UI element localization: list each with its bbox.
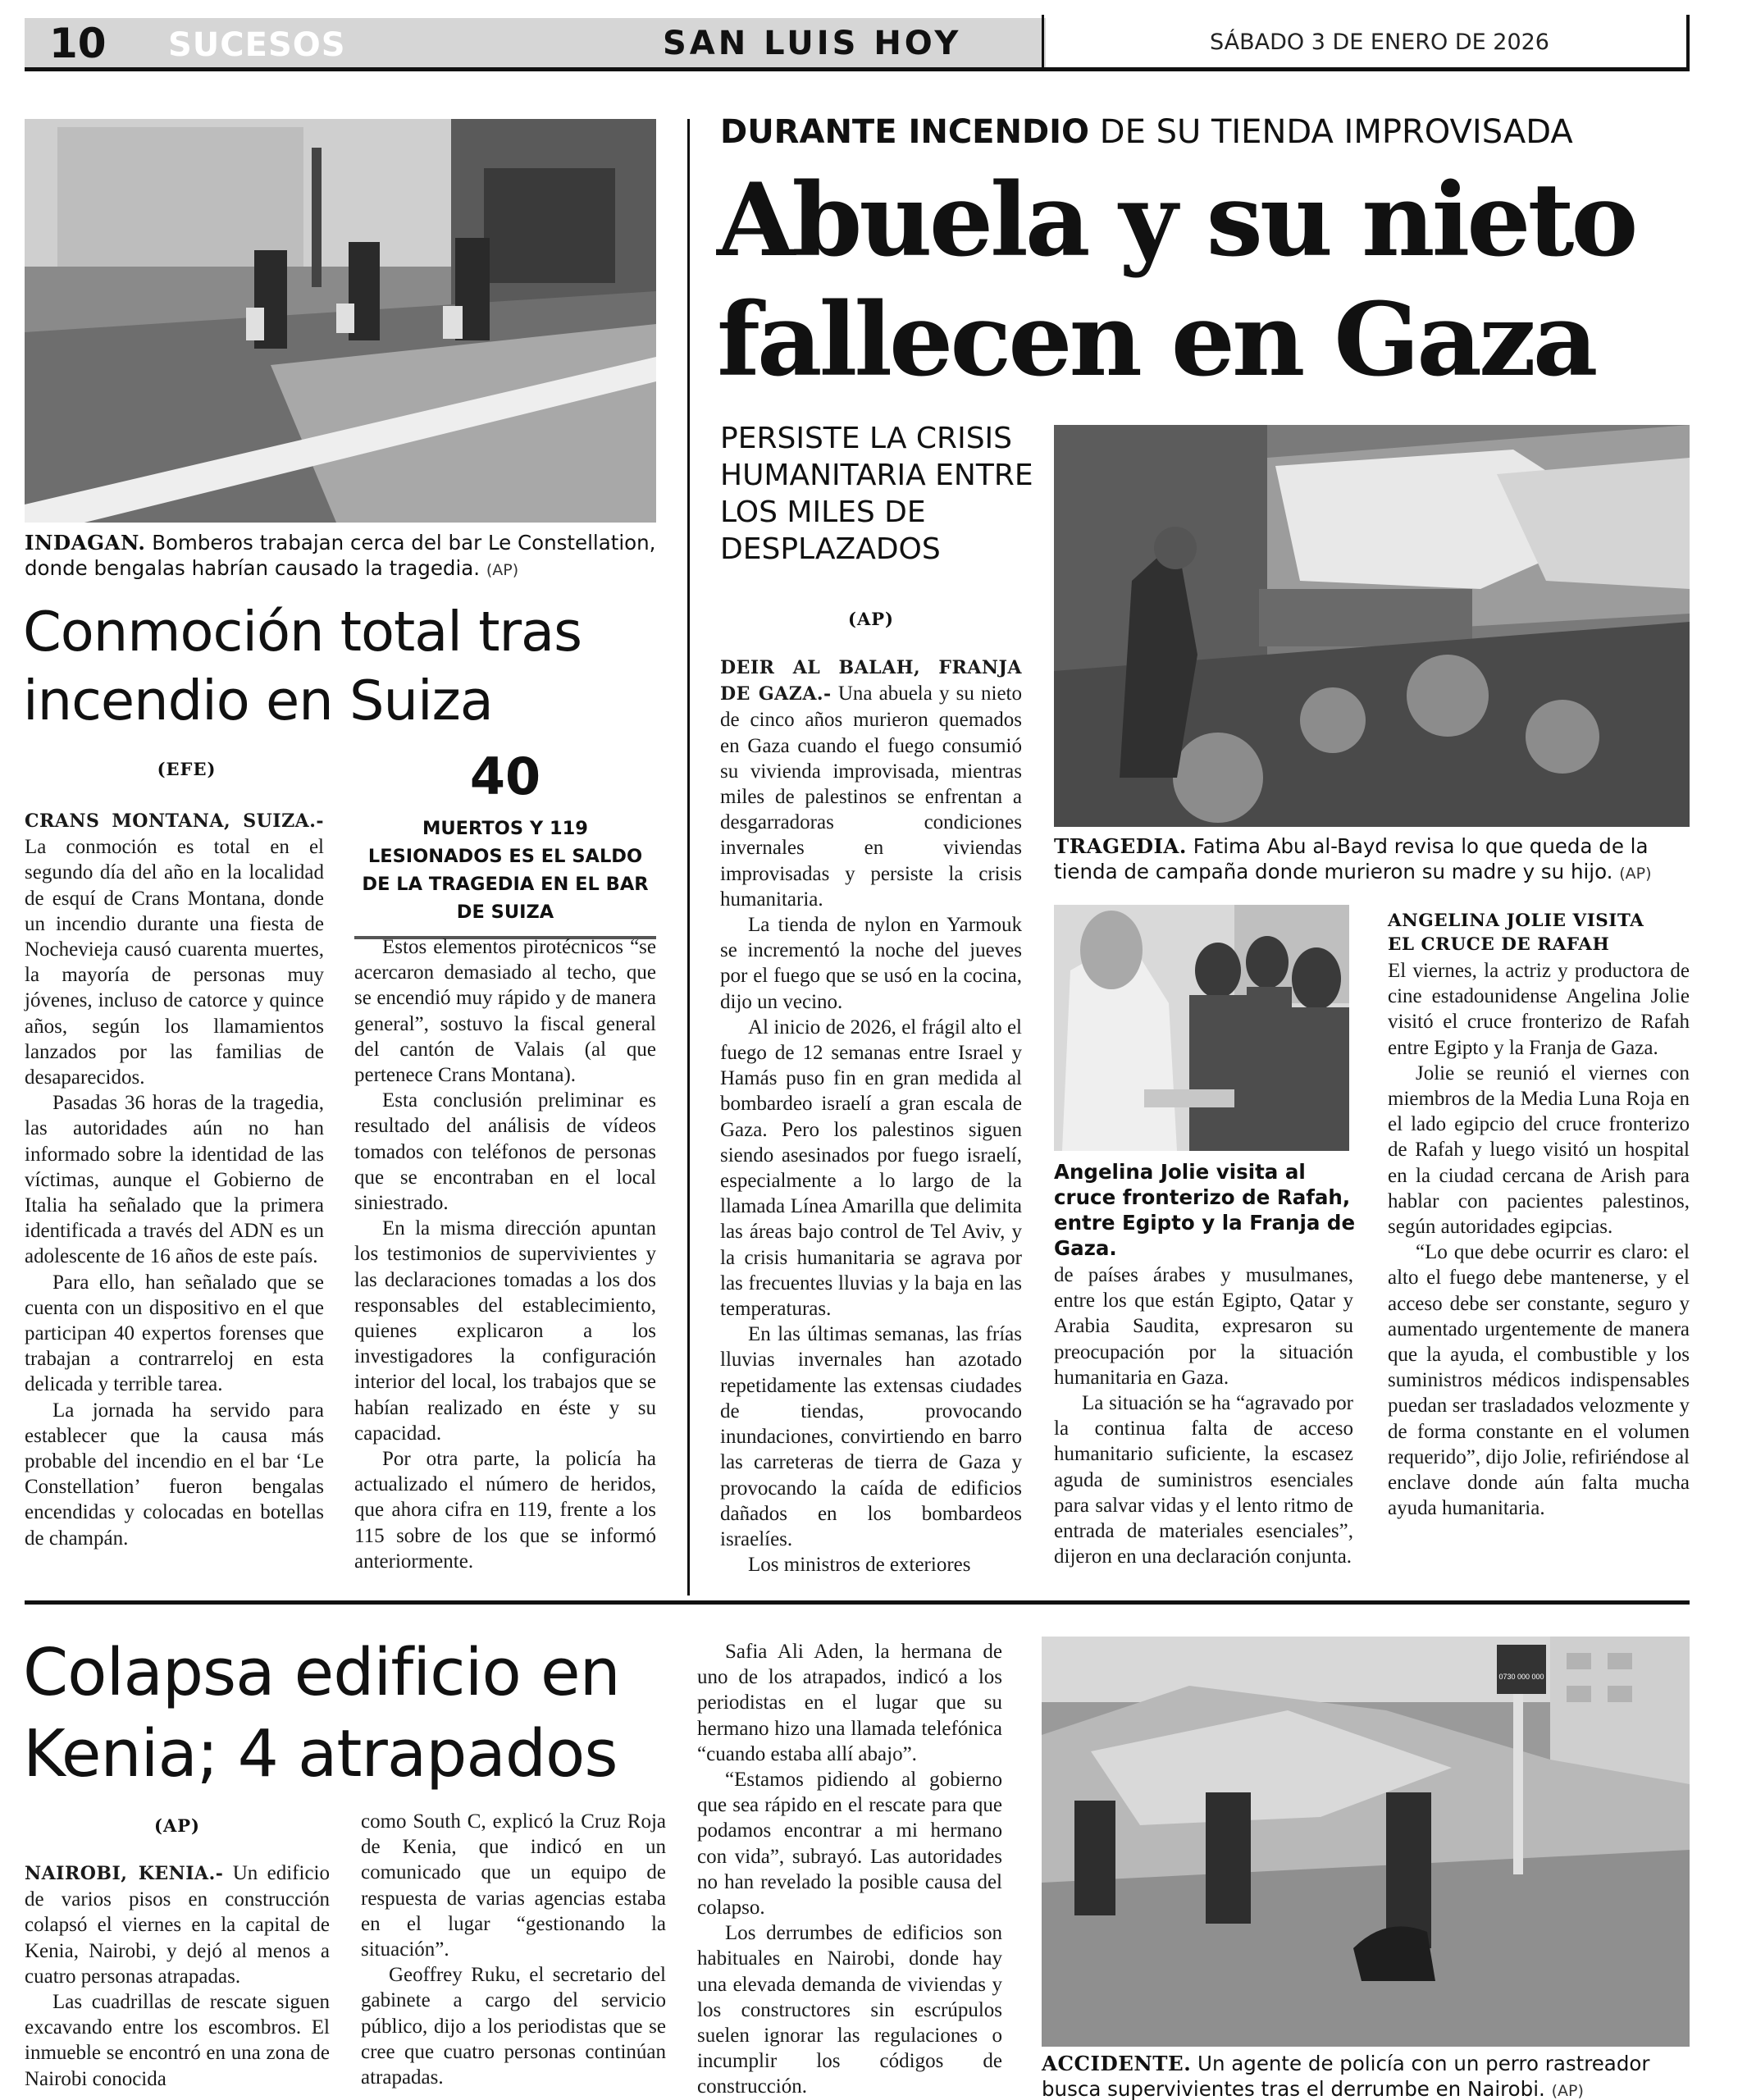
paragraph: “Estamos pidiendo al gobierno que sea rápido en el rescate para que podamos encontrar a mi hermano con vida”, subrayó. Las autoridades no han revelado la posible causa del colapso. [697,1769,1002,1920]
kenia-photo-caption [1042,2051,1690,2100]
stat-text: MUERTOS Y 119 LESIONADOS ES EL SALDO DE LA TRAGEDIA EN EL BAR DE SUIZA [362,818,649,923]
caption-text: Fatima Abu al-Bayd revisa lo que queda de la tienda de campaña donde murieron su madre y su hijo. [1054,834,1649,883]
paragraph: En la misma dirección apuntan los testimonios de supervivientes y las declaraciones tomadas a los dos responsables del establecimiento, quienes explicaron a los investigadores la configuración interior del local, los trabajos que se habían realizado en éste y su capacidad. [354,1217,656,1445]
caption-label: TRAGEDIA. [1054,834,1187,858]
stat-box [354,746,656,939]
paragraph: La tienda de nylon en Yarmouk se incrementó la noche del jueves por el fuego que se usó en la cocina, dijo un vecino. [720,914,1022,1013]
paragraph: Safia Ali Aden, la hermana de uno de los atrapados, indicó a los periodistas en el lugar que su hermano hizo una llamada telefónica “cuando estaba allí abajo”. [697,1641,1002,1765]
paragraph: como South C, explicó la Cruz Roja de Kenia, que indicó en un comunicado que un equipo de respuesta de varias agencias estaba en el lugar “gestionando la situación”. [361,1810,666,1961]
jolie-col [1388,958,1690,1521]
header-right-edge [1686,15,1690,71]
paragraph-text: Una abuela y su nieto de cinco años murieron quemados en Gaza cuando el fuego consumió su vivienda improvisada, mientras miles de palestinos se enfrentan a desgarradoras condiciones invernales en viviendas improvisadas y persiste la crisis humanitaria. [720,682,1022,911]
gaza-photo-caption [1054,833,1694,887]
paragraph: Esta conclusión preliminar es resultado del análisis de vídeos tomados con teléfonos de personas que se encontraban en el local siniestrado. [354,1089,656,1215]
gaza-kicker [720,113,1573,151]
kicker-bold: DURANTE INCENDIO [720,113,1090,151]
kenia-col-1 [25,1860,330,2092]
kenia-agency: (AP) [154,1815,200,1836]
paragraph: Por otra parte, la policía ha actualizado el número de heridos, que ahora cifra en 119, frente a los 115 sobre de los que se informó anteriormente. [354,1448,656,1573]
gaza-agency: (AP) [848,609,894,629]
paragraph: Jolie se reunió el viernes con miembros de la Media Luna Roja en el lado egipcio del cruce fronterizo de Rafah y luego visitó un hospital en la ciudad cercana de Arish para hablar con pacientes palestinos, según autoridades egipcias. [1388,1061,1690,1239]
caption-text: Bomberos trabajan cerca del bar Le Constellation, donde bengalas habrían causado la tragedia. [25,531,656,580]
headline-line: fallecen en Gaza [717,281,1595,399]
suiza-photo [25,119,656,523]
gaza-headline [717,161,1693,400]
paragraph: La jornada ha servido para establecer que la causa más probable del incendio en el bar ‘Le Constellation’ fueron bengalas encendidas y colocadas en botellas de champán. [25,1399,324,1550]
paragraph: de países árabes y musulmanes, entre los que están Egipto, Qatar y Arabia Saudita, expresaron su preocupación por la situación humanitaria en Gaza. [1054,1264,1353,1389]
paragraph: El viernes, la actriz y productora de cine estadounidense Angelina Jolie visitó el cruce fronterizo de Rafah entre Egipto y la Franja de Gaza. [1388,960,1690,1059]
suiza-col-1 [25,808,324,1551]
kicker-rest: DE SU TIENDA IMPROVISADA [1099,113,1573,151]
kenia-col-2 [361,1809,666,2090]
paragraph: La situación se ha “agravado por la continua falta de acceso humanitario suficiente, la escasez aguda de suministros esenciales para salvar vidas y el lento ritmo de entrada de materiales esenciales”, dijeron en una declaración conjunta. [1054,1392,1353,1568]
paragraph: Geoffrey Ruku, el secretario del gabinete a cargo del servicio público, dijo a los periodistas que se cree que cuatro personas continúan atrapadas. [361,1964,666,2089]
paragraph: Para ello, han señalado que se cuenta con un dispositivo en el que participan 40 expertos forenses que trabajan a contrarreloj en esta delicada y terrible tarea. [25,1271,324,1396]
gaza-col-2 [1054,1262,1353,1569]
paragraph [720,655,1022,912]
paragraph: Los ministros de exteriores [748,1554,971,1577]
paragraph: Las cuadrillas de rescate siguen excavando entre los escombros. El inmueble se encontró en una zona de Nairobi conocida [25,1991,330,2090]
paragraph-text: La conmoción es total en el segundo día del año en la localidad de esquí de Crans Montana, donde un incendio durante una fiesta de Nochevieja causó cuarenta muertes, la mayoría de personas muy jóvenes, incluso de catorce y quince años, según los llamamientos lanzados por las familias de desaparecidos. [25,836,324,1089]
sign-text: 0730 000 000 [1498,1673,1544,1681]
caption-text: Un agente de policía con un perro rastreador busca supervivientes tras el derrumbe en Nairobi. [1042,2052,1650,2100]
dateline: DEIR AL BALAH, FRANJA DE GAZA.- [720,657,1022,705]
dateline: NAIROBI, KENIA.- [25,1863,224,1884]
suiza-col-2 [354,934,656,1574]
headline-line: Abuela y su nieto [717,162,1635,280]
paragraph: Estos elementos pirotécnicos “se acercaron demasiado al techo, que se encendió muy rápido y de manera general”, sostuvo la fiscal general del cantón de Valais (al que pertenece Crans Montana). [354,936,656,1087]
gaza-subhead: PERSISTE LA CRISIS HUMANITARIA ENTRE LOS MILES DE DESPLAZADOS [720,422,1033,566]
suiza-headline: Conmoción total tras incendio en Suiza [23,600,582,733]
page-number: 10 [49,20,107,67]
caption-label: INDAGAN. [25,531,146,555]
paragraph: Los derrumbes de edificios son habituales en Nairobi, donde hay una elevada demanda de viviendas y los constructores sin escrúpulos suelen ignorar las regulaciones o incumplir los códigos de construcción. [697,1922,1002,2098]
header-underline [25,67,1690,71]
kenia-headline: Colapsa edificio en Kenia; 4 atrapados [23,1635,620,1792]
paragraph: Pasadas 36 horas de la tragedia, las autoridades aún no han informado sobre la identidad de las víctimas, aunque el Gobierno de Italia ha señalado que la primera identificada a través del ADN es un adolescente de 16 años de este país. [25,1092,324,1268]
kenia-col-3 [697,1639,1002,2100]
masthead: SAN LUIS HOY [663,25,962,62]
paragraph-text: Un edificio de varios pisos en construcción colapsó el viernes en la capital de Kenia, Nairobi, y dejó al menos a cuatro personas atrapadas. [25,1862,330,1988]
stat-number: 40 [469,746,541,806]
kenia-photo [1042,1637,1690,2047]
gaza-col-1 [720,655,1022,1577]
issue-date: SÁBADO 3 DE ENERO DE 2026 [1210,30,1549,55]
gaza-photo [1054,425,1690,827]
section-divider [25,1600,1690,1605]
caption-source: (AP) [1551,2082,1584,2100]
page-header [25,18,1690,71]
jolie-subhead: ANGELINA JOLIE VISITA EL CRUCE DE RAFAH [1388,911,1644,955]
column-divider [687,119,690,1596]
jolie-photo [1054,905,1349,1151]
dateline: CRANS MONTANA, SUIZA.- [25,810,324,832]
section-name: SUCESOS [168,26,346,64]
paragraph [25,1860,330,1989]
paragraph: En las últimas semanas, las frías lluvias invernales han azotado repetidamente las extensas ciudades de tiendas, provocando inundaciones, convirtiendo en barro las carreteras de tierra de Gaza y provocando la caída de edificios dañados en los bombardeos israelíes. [720,1323,1022,1550]
caption-label: ACCIDENTE. [1042,2052,1192,2075]
suiza-agency: (EFE) [157,759,217,779]
caption-source: (AP) [486,561,519,579]
paragraph: Al inicio de 2026, el frágil alto el fuego de 12 semanas entre Israel y Hamás puso fin en gran medida al bombardeo israelí a gran escala de Gaza. Pero los palestinos siguen siendo asesinados por fuego israelí, especialmente a lo largo de la llamada Línea Amarilla que delimita las áreas bajo control de Tel Aviv, y la crisis humanitaria se agrava por las frecuentes lluvias y la baja en las temperaturas. [720,1016,1022,1321]
jolie-caption: Angelina Jolie visita al cruce fronterizo de Rafah, entre Egipto y la Franja de Gaza. [1054,1160,1356,1260]
caption-source: (AP) [1619,865,1652,883]
header-divider [1042,15,1044,71]
suiza-photo-caption [25,530,656,583]
paragraph: “Lo que debe ocurrir es claro: el alto el fuego debe mantenerse, y el acceso debe ser constante, seguro y aumentado urgentemente de manera que la ayuda, el combustible y los suministros médicos indispensables puedan ser trasladados velozmente y de forma constante en el volumen requerido”, dijo Jolie, refiriéndose al enclave donde aún falta mucha ayuda humanitaria. [1388,1241,1690,1520]
paragraph [25,808,324,1090]
